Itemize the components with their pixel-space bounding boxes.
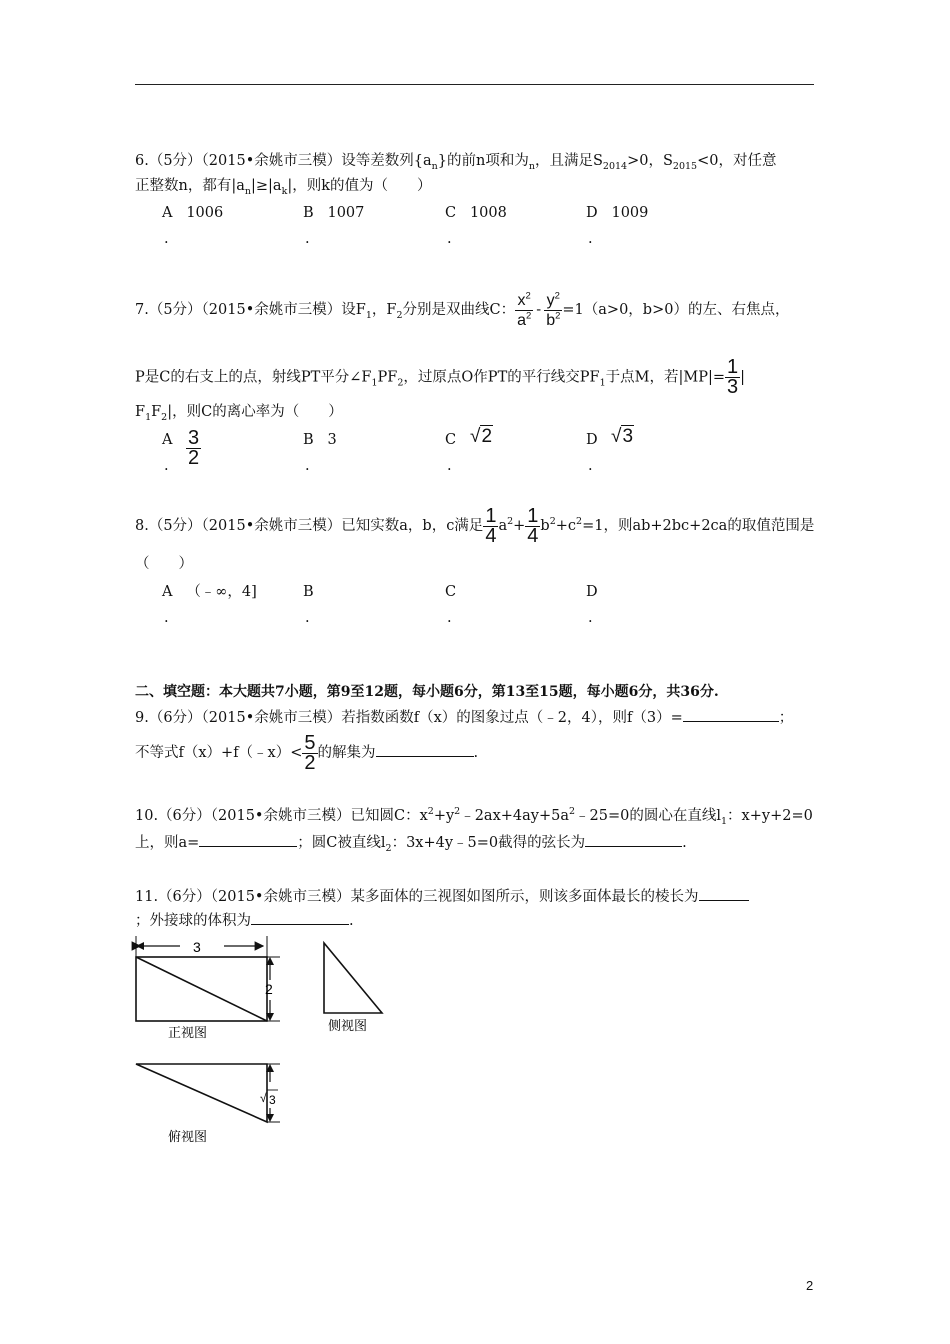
q7-line2: P是C的右支上的点，射线PT平分$\angle F_1PF_2$，过原点O作PT的平行线交$PF_1$于点M，若|MP|= $\frac{1}{3}$ | (135, 356, 745, 398)
option-dot: . (305, 231, 310, 247)
q7-option-a-value: $\frac{3}{2}$ (188, 427, 200, 469)
q7-fraction-one-third: $\frac{1}{3}$ (726, 356, 739, 398)
q7-option-b: B 3 (303, 432, 337, 448)
answer-blank[interactable] (699, 886, 749, 901)
front-view-label: 正视图 (168, 1025, 208, 1040)
answer-blank[interactable] (376, 742, 474, 757)
q7-option-d-value: √3 (611, 426, 634, 447)
q7-option-c-value: √2 (470, 426, 493, 447)
q10-line2: 上，则a= ；圆C被直线$l_2$：3x+4y﹣5=0截得的弦长为 . (135, 832, 687, 852)
sqrt-symbol-icon: √ (260, 1091, 267, 1105)
q7-option-a: A (162, 432, 173, 448)
dimension-label: 3 (269, 1093, 276, 1107)
option-dot: . (447, 610, 452, 626)
q11-line1: 11.（6分）（2015•余姚市三模）某多面体的三视图如图所示，则该多面体最长的棱长为 (135, 886, 749, 906)
q8-option-b: B (303, 584, 314, 600)
option-dot: . (447, 231, 452, 247)
q7-line3: $F_1F_2|$，则C的离心率为（ ） (135, 404, 343, 423)
three-view-figure (120, 930, 420, 1150)
section-heading: 二、填空题：本大题共7小题，第9至12题，每小题6分，第13至15题，每小题6分，共36分. (135, 684, 719, 700)
q8-option-a: A （﹣∞，4] (162, 584, 257, 600)
q9-line1: 9.（6分）（2015•余姚市三模）若指数函数f（x）的图象过点（﹣2，4），则f（3）= ； (135, 707, 793, 727)
header-rule (135, 84, 814, 85)
q8-option-d: D (586, 584, 598, 600)
option-dot: . (588, 231, 593, 247)
option-dot: . (588, 610, 593, 626)
front-view (136, 936, 280, 1040)
q7-fraction-y2-b2: $\frac{y^2}{b^2}$ (546, 290, 561, 329)
q8-option-c: C (445, 584, 457, 600)
q6-option-a: A 1006 (162, 205, 224, 221)
option-dot: . (588, 458, 593, 474)
dimension-label: 3 (193, 939, 201, 955)
q6-option-c: C 1008 (445, 205, 507, 221)
option-dot: . (447, 458, 452, 474)
q9-line2: 不等式f（x）+f（﹣x）< $\frac{5}{2}$ 的解集为 . (135, 731, 479, 774)
q6-option-d: D 1009 (586, 205, 649, 221)
q8-fraction-quarter: $\frac{1}{4}$ (485, 504, 497, 547)
q11-line2: ；外接球的体积为 . (135, 910, 354, 930)
option-dot: . (164, 610, 169, 626)
answer-blank[interactable] (683, 707, 779, 722)
q6-line1: 6.（5分）（2015•余姚市三模）设等差数列$\{a_n\}$的前n项和为$_n$，且满足$S_{2014}>0$，$S_{2015}<0$，对任意 (135, 153, 777, 172)
option-dot: . (164, 231, 169, 247)
option-dot: . (164, 458, 169, 474)
q7-option-c: C (445, 432, 457, 448)
q6-option-b: B 1007 (303, 205, 365, 221)
q8-line2: （ ） (135, 556, 193, 572)
top-view (136, 1064, 280, 1144)
q6-line2: 正整数n，都有$|a_n|\ge|a_k|$，则k的值为（ ） (135, 178, 432, 197)
side-view (324, 943, 382, 1033)
q10-line1: 10.（6分）（2015•余姚市三模）已知圆C：$x^2+y^2﹣2ax+4ay+5a^2﹣25=0$的圆心在直线$l_1$：x+y+2=0 (135, 806, 813, 827)
answer-blank[interactable] (199, 832, 297, 847)
q9-fraction-five-halves: $\frac{5}{2}$ (304, 731, 316, 774)
q7-option-d: D (586, 432, 598, 448)
q8-line1: 8.（5分）（2015•余姚市三模）已知实数a，b，c满足 $\frac{1}{4}$ $a^2+$ $\frac{1}{4}$ $b^2+c^2=1$，则ab+2bc+2ca的取值范围是 (135, 504, 815, 547)
side-view-label: 侧视图 (328, 1018, 368, 1033)
option-dot: . (305, 610, 310, 626)
page-number: 2 (806, 1278, 814, 1293)
top-view-label: 俯视图 (168, 1129, 208, 1144)
q7-fraction-x2-a2: $\frac{x^2}{a^2}$ (517, 290, 532, 329)
answer-blank[interactable] (251, 910, 349, 925)
dimension-label: 2 (265, 981, 273, 997)
answer-blank[interactable] (585, 832, 682, 847)
q8-fraction-quarter: $\frac{1}{4}$ (527, 504, 539, 547)
option-dot: . (305, 458, 310, 474)
q7-line1: 7.（5分）（2015•余姚市三模）设$F_1$，$F_2$分别是双曲线C： $\frac{x^2}{a^2}$ - $\frac{y^2}{b^2}$ =1（a>0，b>0）的左、右焦点， (135, 290, 790, 329)
